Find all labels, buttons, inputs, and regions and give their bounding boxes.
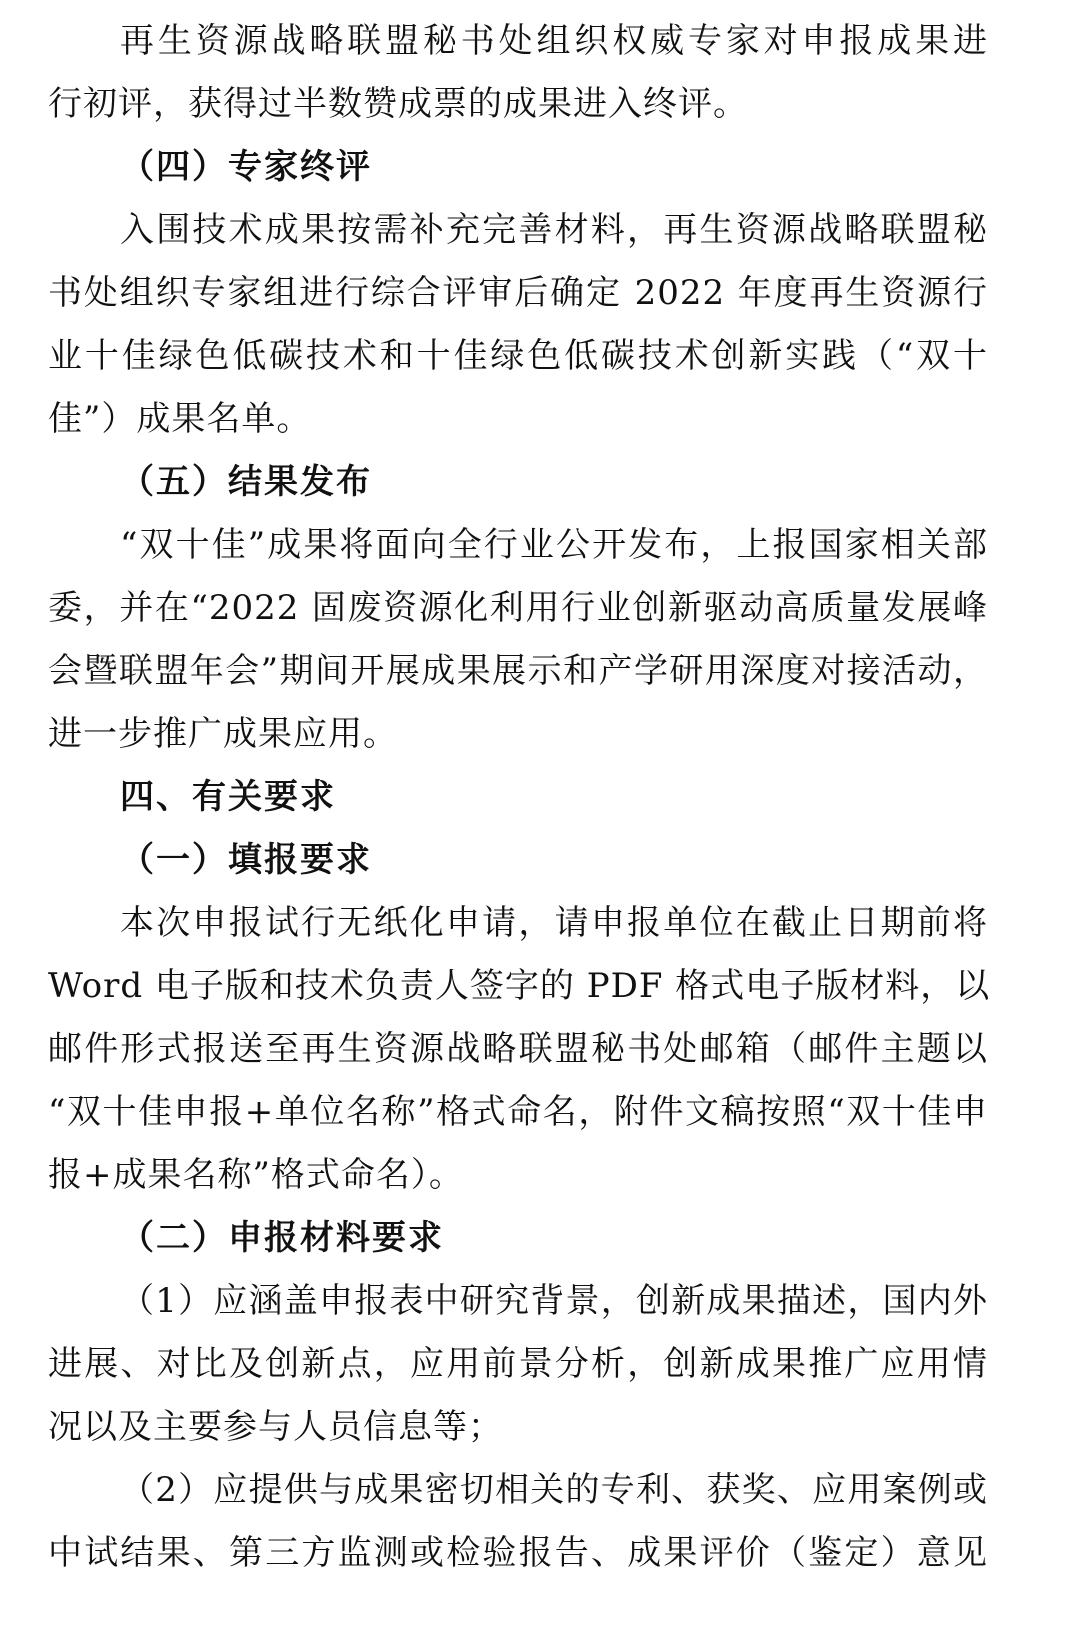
paragraph-line: 会暨联盟年会”期间开展成果展示和产学研用深度对接活动， <box>48 651 988 691</box>
document-body <box>48 10 991 1585</box>
paragraph-line: （1）应涵盖申报表中研究背景，创新成果描述，国内外 <box>120 1281 988 1321</box>
paragraph-line: 委，并在“2022 固废资源化利用行业创新驱动高质量发展峰 <box>48 588 988 628</box>
section-heading: （二）申报材料要求 <box>120 1218 444 1258</box>
paragraph-line: 中试结果、第三方监测或检验报告、成果评价（鉴定）意见 <box>48 1533 988 1573</box>
paragraph-line: 邮件形式报送至再生资源战略联盟秘书处邮箱（邮件主题以 <box>48 1029 988 1069</box>
paragraph-line: 入围技术成果按需补充完善材料，再生资源战略联盟秘 <box>120 210 988 250</box>
paragraph-line: 行初评，获得过半数赞成票的成果进入终评。 <box>48 84 748 124</box>
paragraph-line: 业十佳绿色低碳技术和十佳绿色低碳技术创新实践（“双十 <box>48 336 988 376</box>
paragraph-line: （2）应提供与成果密切相关的专利、获奖、应用案例或 <box>120 1470 988 1510</box>
paragraph-line: 况以及主要参与人员信息等； <box>48 1407 503 1447</box>
paragraph-line: 再生资源战略联盟秘书处组织权威专家对申报成果进 <box>120 21 988 61</box>
paragraph-line: “双十佳”成果将面向全行业公开发布，上报国家相关部 <box>120 525 988 565</box>
section-heading: 四、有关要求 <box>120 777 336 817</box>
paragraph-line: 报+成果名称”格式命名）。 <box>48 1155 464 1195</box>
section-heading: （五）结果发布 <box>120 462 372 502</box>
section-heading: （四）专家终评 <box>120 147 372 187</box>
document-page <box>48 10 991 1585</box>
paragraph-line: “双十佳申报+单位名称”格式命名，附件文稿按照“双十佳申 <box>48 1092 988 1132</box>
paragraph-line: 进一步推广成果应用。 <box>48 714 398 754</box>
paragraph-line: 书处组织专家组进行综合评审后确定 2022 年度再生资源行 <box>48 273 988 313</box>
paragraph-line: 本次申报试行无纸化申请，请申报单位在截止日期前将 <box>120 903 988 943</box>
paragraph-line: 佳”）成果名单。 <box>48 399 312 439</box>
section-heading: （一）填报要求 <box>120 840 372 880</box>
paragraph-line: Word 电子版和技术负责人签字的 PDF 格式电子版材料，以 <box>48 966 991 1006</box>
paragraph-line: 进展、对比及创新点，应用前景分析，创新成果推广应用情 <box>48 1344 988 1384</box>
